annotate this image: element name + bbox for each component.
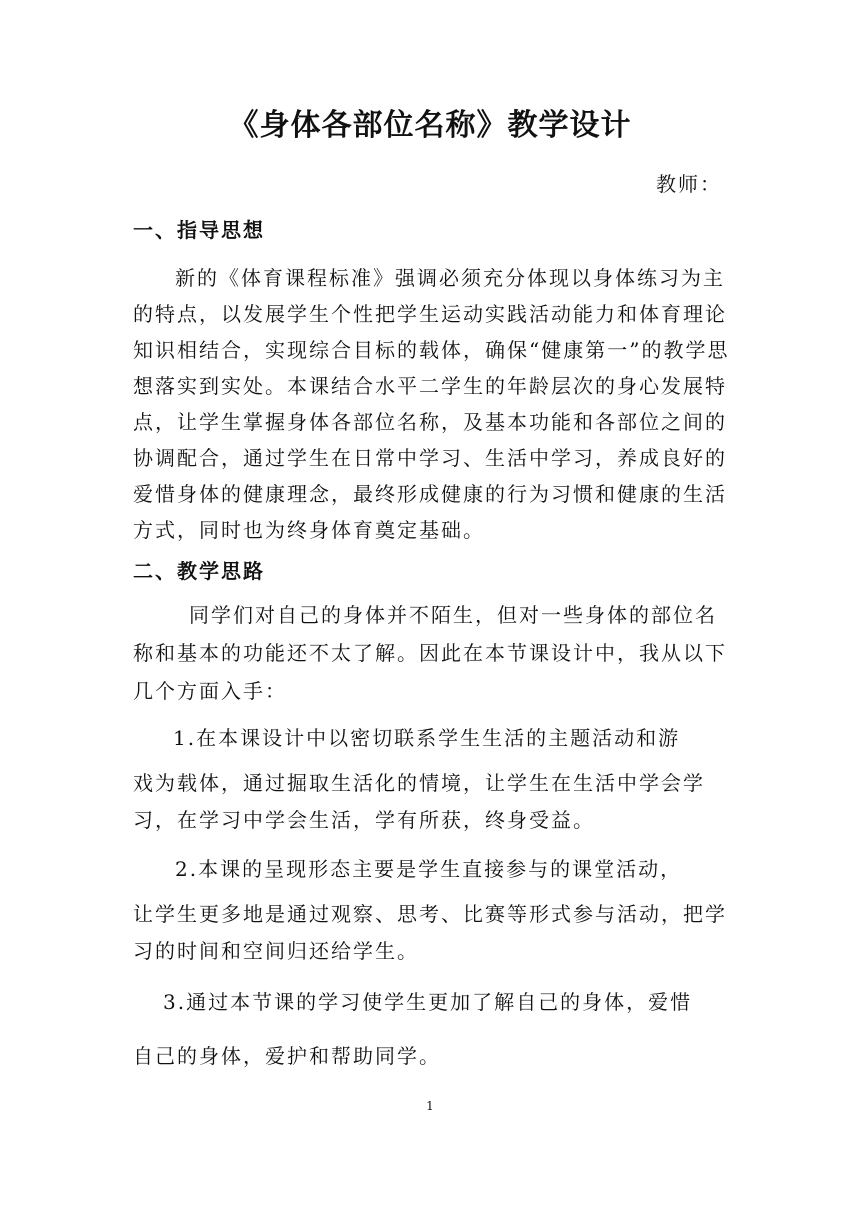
guiding-ideology-paragraph: 新的《体育课程标准》强调必须充分体现以身体练习为主的特点，以发展学生个性把学生运动实践活动能力和体育理论知识相结合，实现综合目标的载体，确保“健康第一”的教学思想落实到实处。本课结合水平二学生的年龄层次的身心发展特点，让学生掌握身体各部位名称，及基本功能和各部位之间的协调配合，通过学生在日常中学习、生活中学习，养成良好的爱惜身体的健康理念，最终形成健康的行为习惯和健康的生活方式，同时也为终身体育奠定基础。 xyxy=(133,266,730,542)
section-heading-teaching-approach: 二、教学思路 xyxy=(133,559,265,583)
document-title: 《身体各部位名称》教学设计 xyxy=(228,108,632,143)
list-item-1-continuation: 戏为载体，通过掘取生活化的情境，让学生在生活中学会学习，在学习中学会生活，学有所获，终身受益。 xyxy=(133,771,705,832)
list-item-3-continuation: 自己的身体，爱护和帮助同学。 xyxy=(133,1044,441,1068)
list-item-2-first-line: 2.本课的呈现形态主要是学生直接参与的课堂活动， xyxy=(175,857,683,881)
list-item-1-first-line: 1.在本课设计中以密切联系学生生活的主题活动和游 xyxy=(173,726,681,750)
teacher-label: 教师： xyxy=(656,172,722,196)
section-heading-guiding-ideology: 一、指导思想 xyxy=(133,218,265,242)
teaching-approach-paragraph: 同学们对自己的身体并不陌生，但对一些身体的部位名称和基本的功能还不太了解。因此在本节课设计中，我从以下几个方面入手： xyxy=(133,603,727,703)
list-item-2-continuation: 让学生更多地是通过观察、思考、比赛等形式参与活动，把学习的时间和空间归还给学生。 xyxy=(133,902,727,963)
list-item-3-first-line: 3.通过本节课的学习使学生更加了解自己的身体，爱惜 xyxy=(163,990,693,1014)
page-number: 1 xyxy=(426,1099,434,1113)
